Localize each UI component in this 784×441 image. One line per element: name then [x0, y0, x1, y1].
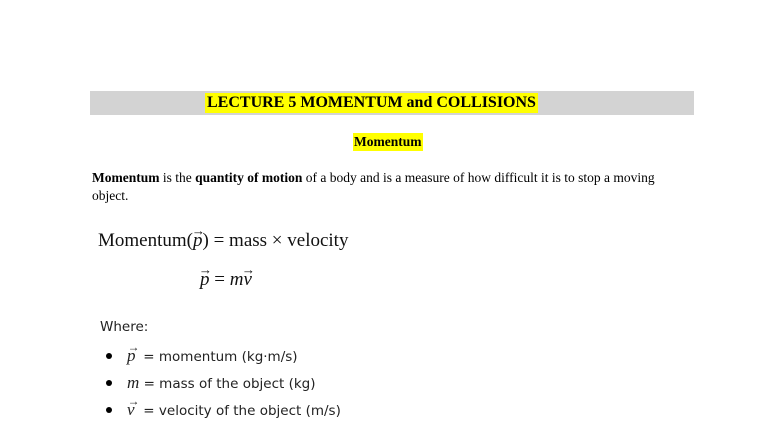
eq2-p-vector: → p — [200, 268, 210, 292]
momentum-definition-paragraph — [92, 169, 692, 205]
definition-text: = velocity of the object (m/s) — [139, 403, 341, 419]
page-title: LECTURE 5 MOMENTUM and COLLISIONS — [207, 94, 536, 111]
bullet-dot-icon — [106, 407, 112, 413]
momentum-word-equation — [98, 229, 348, 253]
eq2-mass-symbol: m — [229, 269, 244, 290]
eq2-equals: = — [209, 269, 230, 290]
paragraph-text-1: is the — [159, 170, 196, 185]
eq1-p-vector: → p — [193, 229, 203, 253]
definition-symbol: m — [127, 373, 140, 392]
eq1-lhs-word: Momentum( — [98, 230, 193, 251]
bold-term-momentum: Momentum — [92, 170, 160, 185]
list-item — [106, 400, 341, 427]
eq2-v-vector: → v — [243, 268, 251, 292]
section-heading: Momentum — [354, 134, 422, 149]
definition-text: = mass of the object (kg) — [139, 376, 316, 392]
eq1-lhs-close: ) — [202, 230, 209, 251]
where-label: Where: — [100, 319, 149, 335]
definition-symbol: → v — [127, 400, 139, 420]
definition-symbol: → p — [127, 346, 139, 366]
paragraph-text-2: of a body and is a measure of how difficult it is to stop a moving object. — [92, 170, 655, 203]
bold-term-quantity-of-motion: quantity of motion — [195, 170, 303, 185]
list-item — [106, 346, 341, 373]
bullet-dot-icon — [106, 353, 112, 359]
list-item — [106, 373, 341, 400]
bullet-dot-icon — [106, 380, 112, 386]
definitions-list — [106, 346, 341, 427]
definition-text: = momentum (kg·m/s) — [139, 349, 298, 365]
eq1-rhs: = mass × velocity — [208, 230, 349, 251]
momentum-symbol-equation — [200, 268, 252, 292]
